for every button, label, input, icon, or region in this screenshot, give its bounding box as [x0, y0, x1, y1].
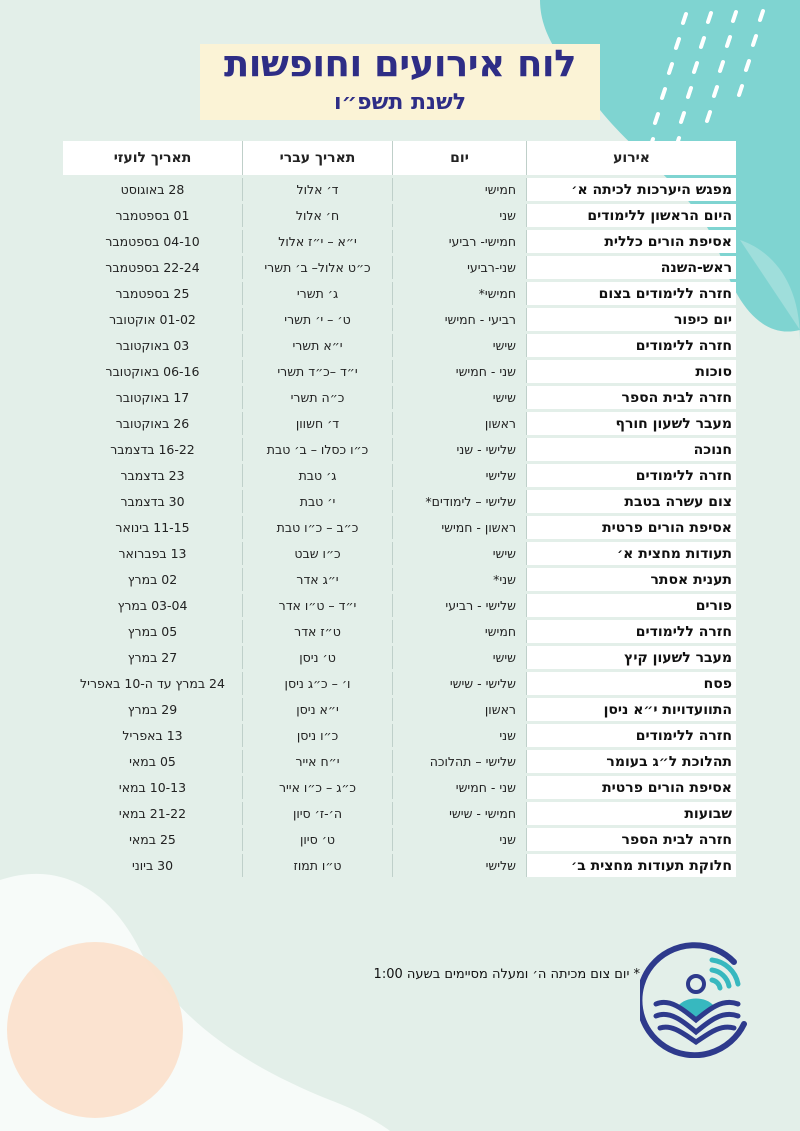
day-cell: שלישי - שישי [392, 672, 526, 695]
day-cell: ראשון [392, 412, 526, 435]
column-header-day: יום [392, 141, 526, 175]
event-cell: חזרה ללימודים [526, 464, 736, 487]
table-row [63, 308, 736, 331]
day-cell: חמישי [392, 178, 526, 201]
column-header-gregorian-date: תאריך לועזי [63, 141, 242, 175]
hebrew-date-cell: כ״ב – כ״ו טבת [242, 516, 392, 539]
gregorian-date-cell: 25 במאי [129, 832, 176, 847]
table-row [63, 334, 736, 357]
event-cell: חזרה ללימודים בצום [526, 282, 736, 305]
event-cell: אסיפת הורים פרטית [526, 776, 736, 799]
gregorian-date-cell: 13 באפריל [122, 728, 183, 743]
event-cell: תהלוכת ל״ג בעומר [526, 750, 736, 773]
gregorian-date-cell: 25 בספטמבר [115, 286, 190, 301]
day-cell: שני [392, 204, 526, 227]
event-cell: התוועדויות י״א ניסן [526, 698, 736, 721]
day-cell: שלישי – לימודים* [392, 490, 526, 513]
table-row [63, 412, 736, 435]
hebrew-date-cell: ו׳ – כ״ג ניסן [242, 672, 392, 695]
hebrew-date-cell: י״ג אדר [242, 568, 392, 591]
day-cell: ראשון [392, 698, 526, 721]
event-cell: מפגש היערכות לכיתה א׳ [526, 178, 736, 201]
hebrew-date-cell: ט״ו תמוז [242, 854, 392, 877]
gregorian-date-cell: 27 במרץ [127, 650, 178, 665]
event-cell: חזרה ללימודים [526, 334, 736, 357]
gregorian-date-cell: 13 בפברואר [118, 546, 187, 561]
day-cell: שני - חמישי [392, 360, 526, 383]
table-row [63, 230, 736, 253]
table-row [63, 516, 736, 539]
gregorian-date-cell: 10-13 במאי [118, 780, 187, 795]
table-row [63, 646, 736, 669]
day-cell: שלישי [392, 464, 526, 487]
table-row [63, 360, 736, 383]
table-row [63, 464, 736, 487]
table-header-row [63, 141, 736, 175]
hebrew-date-cell: כ״ה תשרי [242, 386, 392, 409]
table-row [63, 256, 736, 279]
gregorian-date-cell: 11-15 בינואר [115, 520, 190, 535]
hebrew-date-cell: ט׳ – י׳ תשרי [242, 308, 392, 331]
hebrew-date-cell: ט׳ סיון [242, 828, 392, 851]
hebrew-date-cell: ה׳-ז׳ סיון [242, 802, 392, 825]
table-row [63, 490, 736, 513]
table-row [63, 724, 736, 747]
gregorian-date-cell: 30 בדצמבר [120, 494, 185, 509]
table-row [63, 776, 736, 799]
gregorian-date-cell: 28 באוגוסט [120, 182, 185, 197]
event-cell: מעבר לשעון חורף [526, 412, 736, 435]
event-cell: יום כיפור [526, 308, 736, 331]
hebrew-date-cell: כ״ו שבט [242, 542, 392, 565]
event-cell: חזרה לבית הספר [526, 828, 736, 851]
gregorian-date-cell: 21-22 במאי [118, 806, 187, 821]
column-header-event: אירוע [526, 141, 736, 175]
hebrew-date-cell: י׳ טבת [242, 490, 392, 513]
page-title: לוח אירועים וחופשות [223, 42, 577, 85]
gregorian-date-cell: 01 בספטמבר [115, 208, 190, 223]
page-subtitle: לשנת תשפ״ו [334, 90, 466, 115]
event-cell: תעודות מחצית א׳ [526, 542, 736, 565]
event-cell: סוכות [526, 360, 736, 383]
event-cell: תענית אסתר [526, 568, 736, 591]
event-cell: אסיפת הורים פרטית [526, 516, 736, 539]
table-row [63, 750, 736, 773]
event-cell: פורים [526, 594, 736, 617]
hebrew-date-cell: ט״ז אדר [242, 620, 392, 643]
gregorian-date-cell: 17 באוקטובר [115, 390, 190, 405]
day-cell: חמישי - שישי [392, 802, 526, 825]
gregorian-date-cell: 30 ביוני [131, 858, 174, 873]
event-cell: צום עשרה בטבת [526, 490, 736, 513]
gregorian-date-cell: 16-22 בדצמבר [110, 442, 195, 457]
day-cell: חמישי [392, 620, 526, 643]
gregorian-date-cell: 26 באוקטובר [115, 416, 190, 431]
day-cell: שלישי - שני [392, 438, 526, 461]
table-row [63, 594, 736, 617]
column-header-hebrew-date: תאריך עברי [242, 141, 392, 175]
table-row [63, 178, 736, 201]
day-cell: שני [392, 828, 526, 851]
hebrew-date-cell: י״א – י״ז אלול [242, 230, 392, 253]
hebrew-date-cell: ד׳ חשוון [242, 412, 392, 435]
table-row [63, 698, 736, 721]
hebrew-date-cell: ד׳ אלול [242, 178, 392, 201]
school-logo-icon [640, 938, 760, 1058]
table-row [63, 620, 736, 643]
hebrew-date-cell: כ״ו כסלו – ב׳ טבת [242, 438, 392, 461]
gregorian-date-cell: 24 במרץ עד ה-10 באפריל [80, 676, 225, 691]
event-cell: חנוכה [526, 438, 736, 461]
event-cell: פסח [526, 672, 736, 695]
hebrew-date-cell: י״א תשרי [242, 334, 392, 357]
day-cell: שישי [392, 646, 526, 669]
gregorian-date-cell: 05 במאי [129, 754, 176, 769]
day-cell: שישי [392, 386, 526, 409]
gregorian-date-cell: 04-10 בספטמבר [105, 234, 200, 249]
day-cell: שני* [392, 568, 526, 591]
table-row [63, 386, 736, 409]
table-row [63, 282, 736, 305]
event-cell: חלוקת תעודות מחצית ב׳ [526, 854, 736, 877]
events-table [63, 138, 736, 880]
event-cell: מעבר לשעון קיץ [526, 646, 736, 669]
event-cell: חזרה ללימודים [526, 620, 736, 643]
gregorian-date-cell: 29 במרץ [127, 702, 178, 717]
hebrew-date-cell: כ״ו ניסן [242, 724, 392, 747]
hebrew-date-cell: ג׳ טבת [242, 464, 392, 487]
day-cell: שני - חמישי [392, 776, 526, 799]
table-row [63, 828, 736, 851]
gregorian-date-cell: 22-24 בספטמבר [105, 260, 200, 275]
day-cell: ראשון - חמישי [392, 516, 526, 539]
hebrew-date-cell: י״ח אייר [242, 750, 392, 773]
day-cell: שלישי – תהלוכה [392, 750, 526, 773]
day-cell: שלישי - רביעי [392, 594, 526, 617]
table-row [63, 568, 736, 591]
hebrew-date-cell: י״ד –כ״ד תשרי [242, 360, 392, 383]
day-cell: רביעי - חמישי [392, 308, 526, 331]
event-cell: שבועות [526, 802, 736, 825]
hebrew-date-cell: י״ד – ט״ו אדר [242, 594, 392, 617]
peach-circle-shape [7, 942, 183, 1118]
table-row [63, 438, 736, 461]
gregorian-date-cell: 23 בדצמבר [120, 468, 185, 483]
day-cell: שלישי [392, 854, 526, 877]
hebrew-date-cell: י״א ניסן [242, 698, 392, 721]
table-row [63, 542, 736, 565]
hebrew-date-cell: כ״ט אלול– ב׳ תשרי [242, 256, 392, 279]
hebrew-date-cell: כ״ג – כ״ו אייר [242, 776, 392, 799]
day-cell: שני-רביעי [392, 256, 526, 279]
table-row [63, 802, 736, 825]
day-cell: חמישי- רביעי [392, 230, 526, 253]
gregorian-date-cell: 01-02 אוקטובר [109, 312, 196, 327]
gregorian-date-cell: 03 באוקטובר [115, 338, 190, 353]
event-cell: היום הראשון ללימודים [526, 204, 736, 227]
gregorian-date-cell: 03-04 במרץ [117, 598, 188, 613]
event-cell: חזרה לבית הספר [526, 386, 736, 409]
hebrew-date-cell: ג׳ תשרי [242, 282, 392, 305]
event-cell: אסיפת הורים כללית [526, 230, 736, 253]
hebrew-date-cell: ח׳ אלול [242, 204, 392, 227]
gregorian-date-cell: 05 במרץ [127, 624, 178, 639]
event-cell: ראש-השנה [526, 256, 736, 279]
hebrew-date-cell: ט׳ ניסן [242, 646, 392, 669]
gregorian-date-cell: 02 במרץ [127, 572, 178, 587]
footnote: * יום צום מכיתה ה׳ ומעלה מסיימים בשעה 1:00 [373, 967, 640, 982]
day-cell: שישי [392, 334, 526, 357]
table-row [63, 854, 736, 877]
gregorian-date-cell: 06-16 באוקטובר [105, 364, 200, 379]
day-cell: חמישי* [392, 282, 526, 305]
table-row [63, 204, 736, 227]
event-cell: חזרה ללימודים [526, 724, 736, 747]
day-cell: שני [392, 724, 526, 747]
day-cell: שישי [392, 542, 526, 565]
table-row [63, 672, 736, 695]
